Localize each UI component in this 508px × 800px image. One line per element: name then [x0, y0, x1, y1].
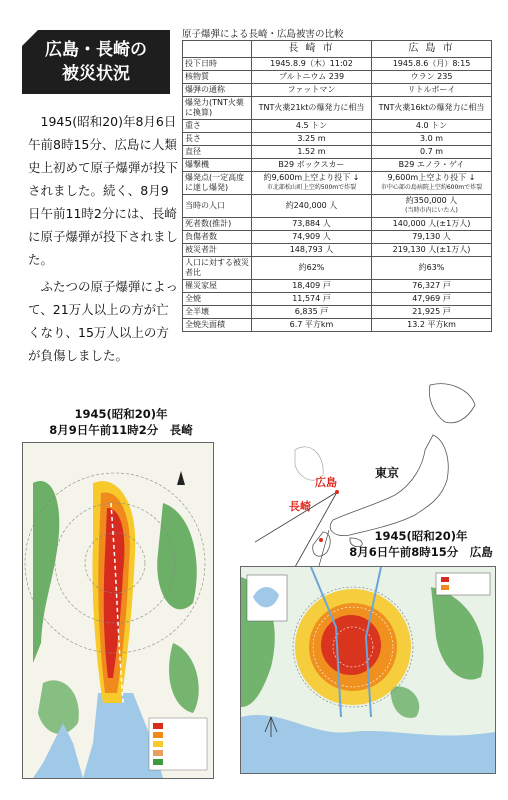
cell-hiroshima-value: 1945.8.6（月）8:15 — [392, 59, 471, 68]
cell-hiroshima-value: 13.2 平方km — [407, 320, 456, 329]
table-header-blank — [183, 41, 252, 58]
cell-nagasaki — [252, 84, 372, 97]
title-corner-cut — [22, 30, 38, 46]
label-hiroshima: 広島 — [315, 476, 337, 489]
table-row — [183, 319, 492, 332]
nagasaki-caption — [36, 406, 206, 438]
cell-nagasaki — [252, 257, 372, 280]
nagasaki-caption-line2: 8月9日午前11時2分 長崎 — [49, 423, 193, 437]
row-label: 爆弾の通称 — [183, 84, 252, 97]
cell-hiroshima-value: TNT火薬16ktの爆発力に相当 — [378, 103, 485, 112]
table-row — [183, 97, 492, 120]
hiroshima-damage-map — [240, 566, 496, 774]
table-row — [183, 58, 492, 71]
cell-hiroshima-value: 79,130 人 — [412, 232, 451, 241]
row-label: 死者数(推計) — [183, 218, 252, 231]
cell-hiroshima-value: 3.0 m — [419, 134, 444, 143]
table-row — [183, 133, 492, 146]
cell-hiroshima-value: 約350,000 人 — [405, 196, 458, 205]
comparison-table — [182, 40, 492, 332]
cell-nagasaki — [252, 172, 372, 195]
cell-nagasaki-value: 74,909 人 — [292, 232, 331, 241]
cell-nagasaki-value: 約62% — [298, 263, 325, 272]
cell-nagasaki — [252, 231, 372, 244]
cell-nagasaki — [252, 195, 372, 218]
cell-hiroshima — [372, 58, 492, 71]
cell-nagasaki — [252, 97, 372, 120]
row-label — [183, 172, 252, 195]
table-header-hiroshima: 広 島 市 — [372, 41, 492, 58]
table-row — [183, 120, 492, 133]
row-label: 被災者計 — [183, 244, 252, 257]
nagasaki-caption-line1: 1945(昭和20)年 — [74, 407, 168, 421]
intro-text — [28, 110, 178, 367]
cell-hiroshima-note: (当時市内にいた人) — [405, 207, 458, 214]
intro-paragraph-1: 1945(昭和20)年8月6日午前8時15分、広島に人類史上初めて原子爆弾が投下されました。続く、8月9日午前11時2分には、長崎に原子爆弾が投下されました。 — [28, 114, 179, 267]
cell-nagasaki-value: 3.25 m — [297, 134, 326, 143]
cell-nagasaki — [252, 159, 372, 172]
row-label: 長さ — [183, 133, 252, 146]
row-label: 核物質 — [183, 71, 252, 84]
table-row — [183, 71, 492, 84]
table-caption: 原子爆弾による長崎・広島被害の比較 — [182, 29, 344, 40]
row-label-sub: (TNT火薬に換算) — [185, 98, 244, 117]
cell-hiroshima — [372, 97, 492, 120]
cell-hiroshima-value: 4.0 トン — [415, 121, 448, 130]
cell-hiroshima — [372, 195, 492, 218]
row-label: 当時の人口 — [183, 195, 252, 218]
table-header-nagasaki: 長 崎 市 — [252, 41, 372, 58]
cell-hiroshima-value: 0.7 m — [419, 147, 444, 156]
row-label: 全焼失面積 — [183, 319, 252, 332]
cell-hiroshima-value: ウラン 235 — [410, 72, 453, 81]
cell-nagasaki-value: 18,409 戸 — [292, 281, 331, 290]
cell-nagasaki-value: ファットマン — [287, 85, 336, 94]
cell-nagasaki-note: 市北部松山町上空約500mで炸裂 — [266, 184, 357, 191]
nagasaki-damage-map — [22, 442, 214, 779]
row-label: 人口に対する被災者比 — [183, 257, 252, 280]
table-row — [183, 257, 492, 280]
cell-hiroshima-value: 21,925 戸 — [412, 307, 451, 316]
row-label-main: 爆発点 — [185, 173, 209, 182]
table-row — [183, 159, 492, 172]
cell-hiroshima — [372, 146, 492, 159]
cell-nagasaki — [252, 133, 372, 146]
row-label-sub: (一定高度に達し爆発) — [185, 173, 245, 192]
title-line2: 被災状況 — [62, 64, 130, 84]
nagasaki-map-graphic — [23, 443, 213, 778]
cell-hiroshima — [372, 293, 492, 306]
cell-hiroshima-value: リトルボーイ — [407, 85, 456, 94]
cell-hiroshima — [372, 319, 492, 332]
label-nagasaki: 長崎 — [289, 500, 311, 513]
intro-paragraph-2: ふたつの原子爆弾によって、21万人以上の方が亡くなり、15万人以上の方が負傷しました。 — [28, 279, 179, 363]
cell-hiroshima — [372, 280, 492, 293]
row-label: 負傷者数 — [183, 231, 252, 244]
hiroshima-caption-line1: 1945(昭和20)年 — [374, 529, 468, 543]
cell-nagasaki-value: 4.5 トン — [295, 121, 328, 130]
cell-nagasaki — [252, 244, 372, 257]
cell-hiroshima — [372, 231, 492, 244]
cell-hiroshima — [372, 133, 492, 146]
cell-hiroshima-value: 47,969 戸 — [412, 294, 451, 303]
table-row — [183, 84, 492, 97]
cell-hiroshima — [372, 244, 492, 257]
cell-nagasaki — [252, 293, 372, 306]
cell-nagasaki-value: プルトニウム 239 — [278, 72, 345, 81]
title-line1: 広島・長崎の — [45, 40, 147, 60]
cell-hiroshima — [372, 257, 492, 280]
label-tokyo: 東京 — [375, 466, 400, 480]
cell-hiroshima-value: 約63% — [418, 263, 445, 272]
cell-nagasaki-value: 73,884 人 — [292, 219, 331, 228]
table-row — [183, 146, 492, 159]
table-row — [183, 293, 492, 306]
cell-nagasaki-value: 1945.8.9（木）11:02 — [270, 59, 353, 68]
table-row — [183, 218, 492, 231]
cell-nagasaki-value: B29 ボックスカー — [278, 160, 345, 169]
cell-nagasaki — [252, 58, 372, 71]
cell-hiroshima — [372, 218, 492, 231]
cell-hiroshima-value: 140,000 人(±1万人) — [392, 219, 471, 228]
hiroshima-map-graphic — [241, 567, 495, 773]
row-label: 全半壊 — [183, 306, 252, 319]
row-label: 投下日時 — [183, 58, 252, 71]
cell-hiroshima-value: B29 エノラ・ゲイ — [398, 160, 465, 169]
cell-nagasaki — [252, 218, 372, 231]
cell-nagasaki-value: 1.52 m — [297, 147, 326, 156]
cell-hiroshima — [372, 159, 492, 172]
cell-nagasaki-value: 約9,600m上空より投下 ↓ — [263, 173, 360, 182]
table-header-row — [183, 41, 492, 58]
cell-nagasaki — [252, 306, 372, 319]
table-row — [183, 172, 492, 195]
table-row — [183, 306, 492, 319]
cell-nagasaki — [252, 120, 372, 133]
row-label: 直径 — [183, 146, 252, 159]
cell-hiroshima — [372, 71, 492, 84]
cell-hiroshima — [372, 172, 492, 195]
cell-nagasaki — [252, 71, 372, 84]
hiroshima-caption — [336, 528, 506, 560]
table-row — [183, 231, 492, 244]
cell-hiroshima — [372, 306, 492, 319]
cell-nagasaki-value: 148,793 人 — [289, 245, 334, 254]
cell-nagasaki-value: 約240,000 人 — [285, 201, 338, 210]
table-row — [183, 280, 492, 293]
row-label — [183, 97, 252, 120]
hiroshima-caption-line2: 8月6日午前8時15分 広島 — [349, 545, 493, 559]
cell-hiroshima — [372, 120, 492, 133]
section-title — [22, 30, 170, 94]
cell-hiroshima-value: 9,600m上空より投下 ↓ — [387, 173, 476, 182]
table-row — [183, 244, 492, 257]
row-label: 全焼 — [183, 293, 252, 306]
cell-hiroshima-note: 市中心部の島病院上空約600mで炸裂 — [380, 184, 483, 191]
cell-nagasaki — [252, 280, 372, 293]
cell-hiroshima-value: 219,130 人(±1万人) — [392, 245, 471, 254]
row-label: 重さ — [183, 120, 252, 133]
row-label: 爆撃機 — [183, 159, 252, 172]
row-label-main: 爆発力 — [185, 98, 209, 107]
cell-nagasaki-value: TNT火薬21ktの爆発力に相当 — [258, 103, 365, 112]
table-row — [183, 195, 492, 218]
cell-nagasaki-value: 11,574 戸 — [292, 294, 331, 303]
cell-hiroshima — [372, 84, 492, 97]
cell-nagasaki — [252, 319, 372, 332]
cell-nagasaki — [252, 146, 372, 159]
row-label: 罹災家屋 — [183, 280, 252, 293]
cell-nagasaki-value: 6,835 戸 — [294, 307, 329, 316]
cell-nagasaki-value: 6.7 平方km — [289, 320, 334, 329]
cell-hiroshima-value: 76,327 戸 — [412, 281, 451, 290]
